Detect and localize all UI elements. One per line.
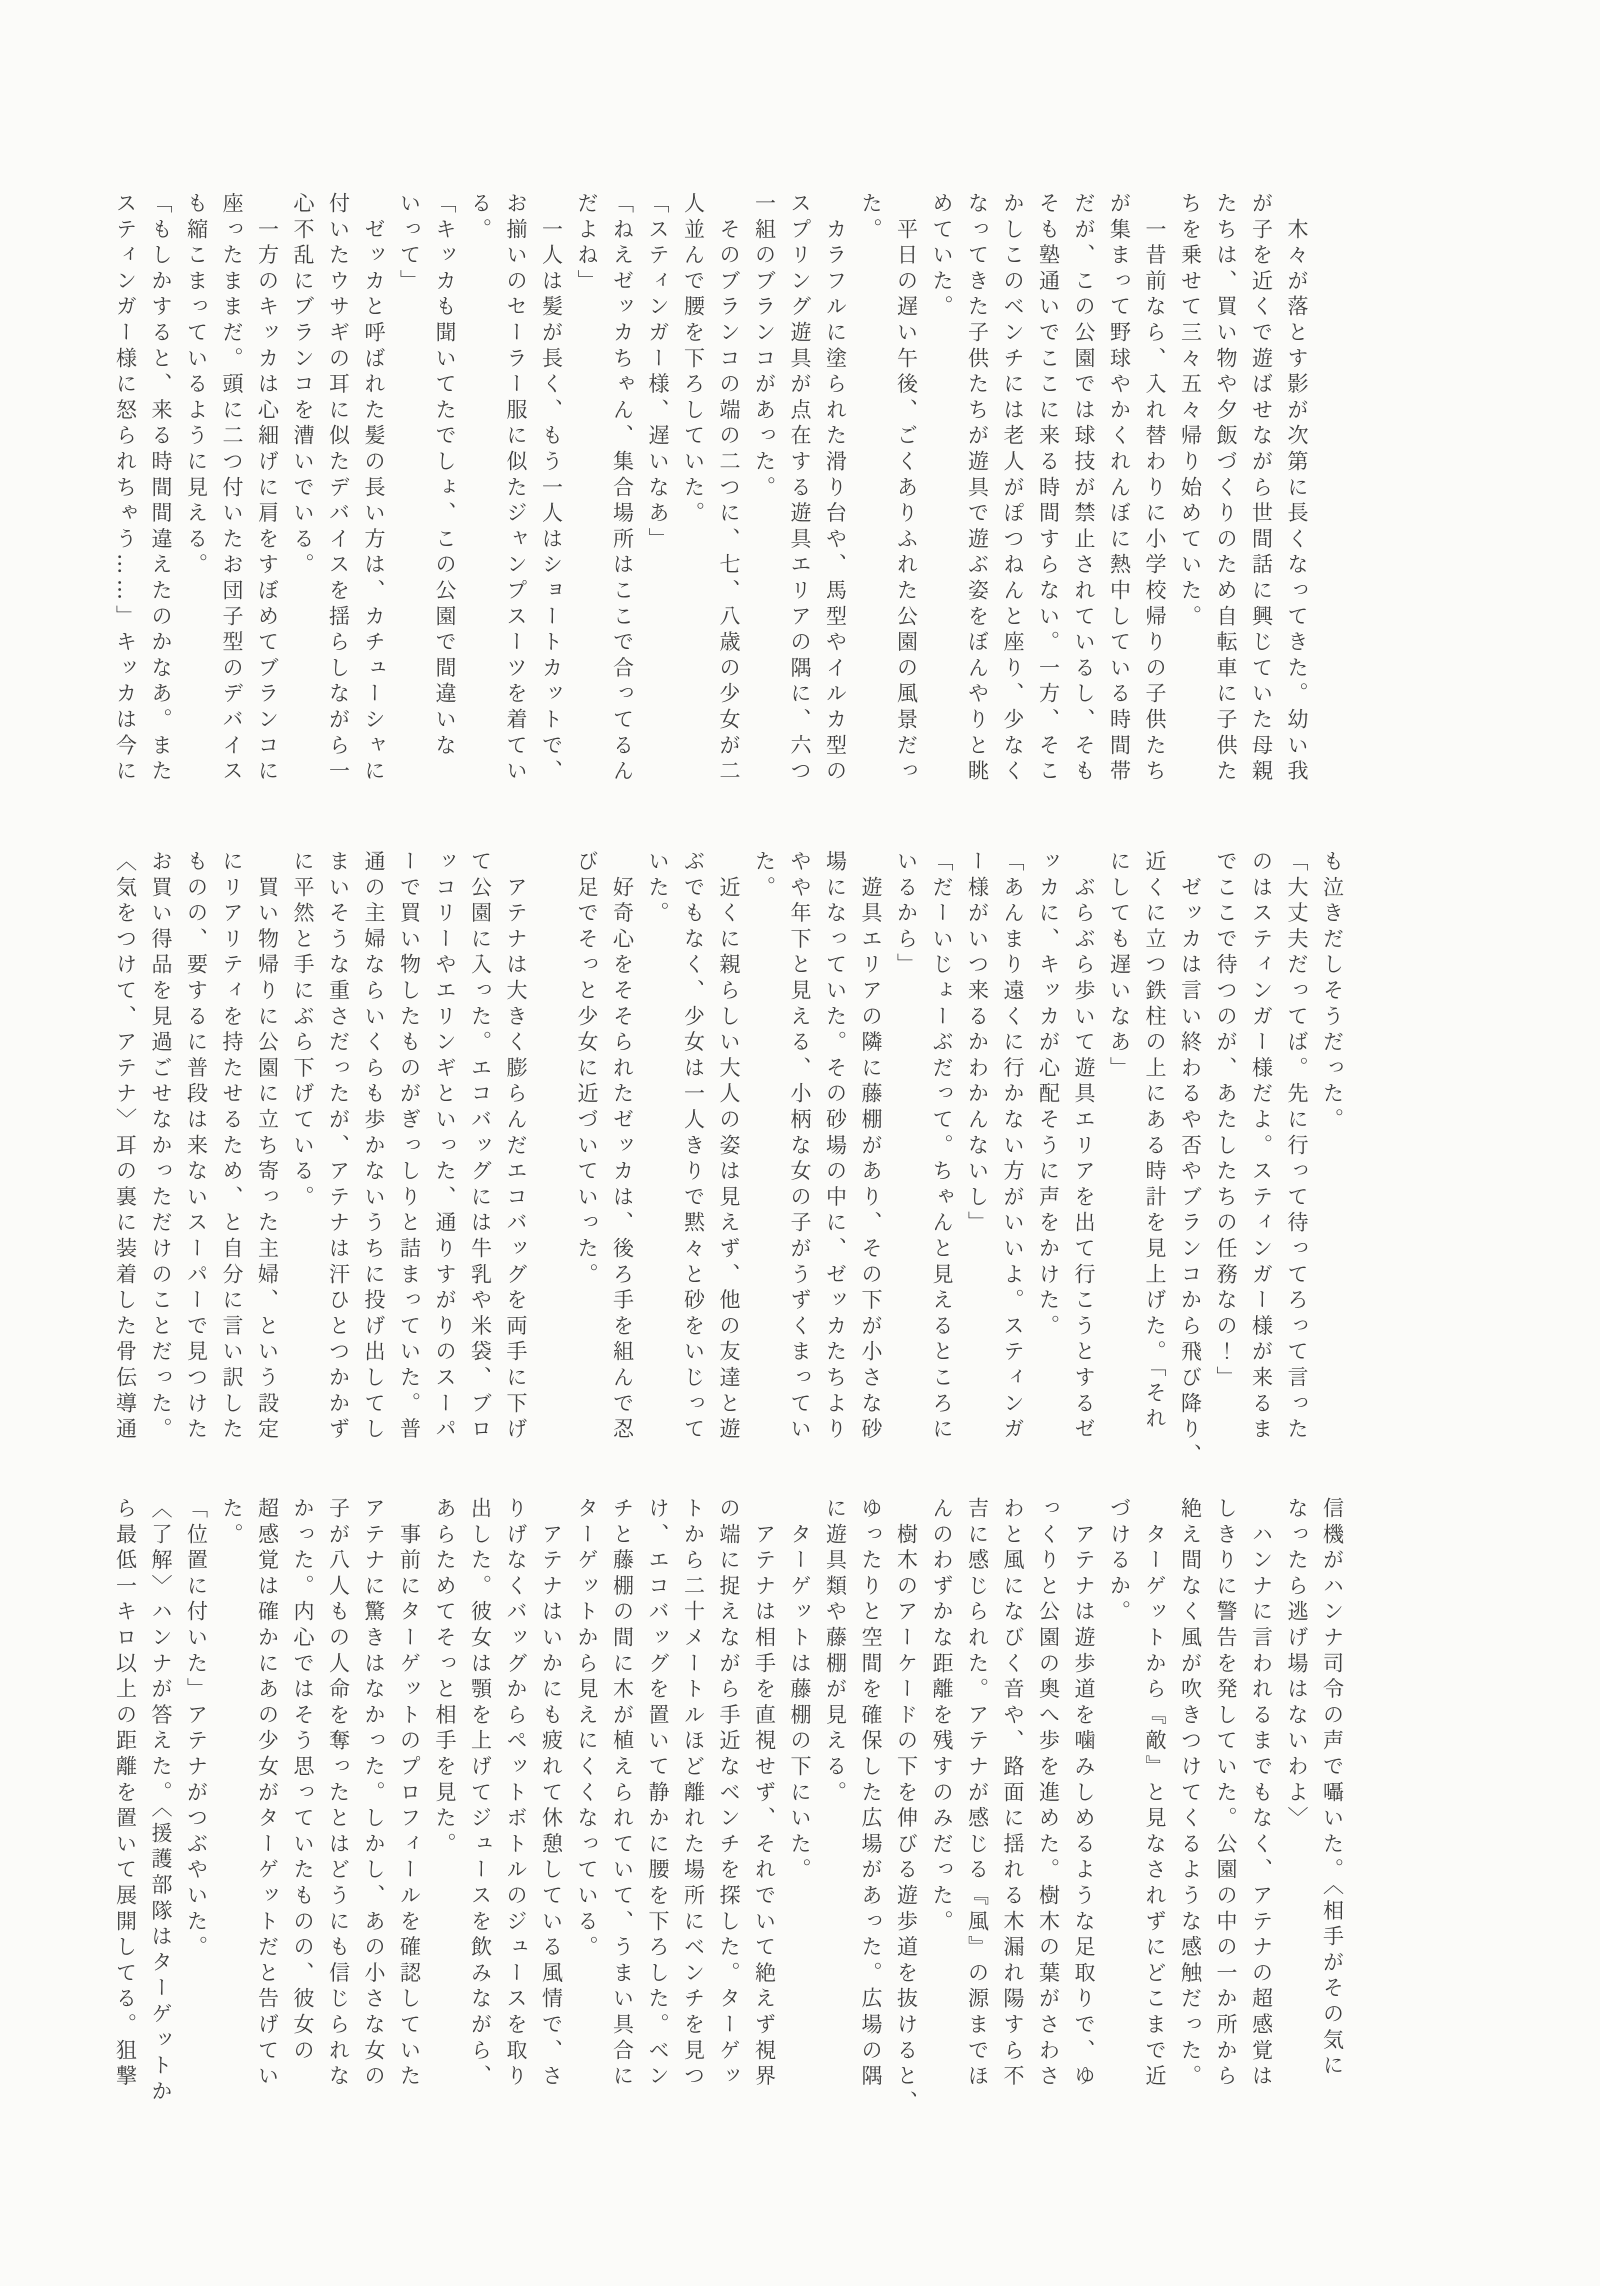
- text-column: お揃いのセーラー服に似たジャンプスーツを着てい: [504, 192, 528, 786]
- text-column: ぶらぶら歩いて遊具エリアを出て行こうとするゼ: [1072, 850, 1096, 1444]
- text-column: わと風になびく音や、路面に揺れる木漏れ陽すら不: [1001, 1497, 1025, 2091]
- text-column: 絶え間なく風が吹きつけてくるような感触だった。: [1178, 1497, 1203, 2091]
- text-column: 一昔前なら、入れ替わりに小学校帰りの子供たち: [1143, 192, 1167, 786]
- text-column: だよね」: [575, 192, 599, 296]
- text-column: が子を近くで遊ばせながら世間話に興じていた母親: [1249, 192, 1274, 786]
- text-column: 近くに親らしい大人の姿は見えず、他の友達と遊: [717, 850, 741, 1444]
- text-column: かった。内心ではそう思っていたものの、彼女の: [291, 1497, 315, 2065]
- text-column: 場になっていた。その砂場の中に、ゼッカたちより: [823, 850, 848, 1444]
- text-column: に平然と手にぶら下げている。: [291, 850, 315, 1212]
- text-column: 信機がハンナ司令の声で囁いた。〈相手がその気に: [1320, 1497, 1345, 2080]
- text-column: りげなくバッグからペットボトルのジュースを取り: [504, 1497, 528, 2091]
- text-column: 遊具エリアの隣に藤棚があり、その下が小さな砂: [859, 850, 883, 1444]
- text-column: ものの、要するに普段は来ないスーパーで見つけた: [184, 850, 209, 1444]
- text-column: 「大丈夫だってば。先に行って待ってろって言った: [1285, 850, 1309, 1444]
- blank-column: [533, 850, 569, 1444]
- text-column: ーで買い物したものがぎっしりと詰まっていた。普: [397, 850, 422, 1444]
- text-column: っくりと公園の奥へ歩を進めた。樹木の葉がさわさ: [1036, 1497, 1061, 2091]
- text-column: 一組のブランコがあった。: [752, 192, 777, 502]
- text-column: て公園に入った。エコバッグには牛乳や米袋、ブロ: [468, 850, 493, 1444]
- text-column: た。: [220, 1497, 244, 1549]
- text-column: スティンガー様に怒られちゃう……」キッカは今に: [113, 192, 138, 786]
- text-column: まいそうな重さだったが、アテナは汗ひとつかかず: [326, 850, 351, 1444]
- text-column: 吉に感じられた。アテナが感じる『風』の源までほ: [965, 1497, 990, 2091]
- text-column: スプリング遊具が点在する遊具エリアの隅に、六つ: [788, 192, 812, 786]
- text-column: の端に捉えながら手近なベンチを探した。ターゲッ: [717, 1497, 741, 2091]
- text-column: 〈了解〉ハンナが答えた。〈援護部隊はターゲットか: [149, 1497, 173, 2106]
- text-column: 買い物帰りに公園に立ち寄った主婦、という設定: [255, 850, 280, 1444]
- text-column: ゆったりと空間を確保した広場があった。広場の隅: [859, 1497, 883, 2091]
- text-column: 「あんまり遠くに行かない方がいいよ。スティンガ: [1001, 850, 1025, 1444]
- text-column: カラフルに塗られた滑り台や、馬型やイルカ型の: [823, 192, 848, 786]
- text-column: た。: [859, 192, 883, 244]
- text-column: 〈気をつけて、アテナ〉耳の裏に装着した骨伝導通: [113, 850, 138, 1444]
- text-column: いた。: [646, 850, 670, 928]
- text-column: トから二十メートルほど離れた場所にベンチを見つ: [681, 1497, 706, 2091]
- text-column: なったら逃げ場はないわよ〉: [1285, 1497, 1309, 1833]
- text-column: ターゲットは藤棚の下にいた。: [788, 1497, 812, 1884]
- text-column: やや年下と見える、小柄な女の子がうずくまってい: [788, 850, 812, 1444]
- text-column: だが、この公園では球技が禁止されているし、そも: [1072, 192, 1096, 786]
- text-column: 座ったままだ。頭に二つ付いたお団子型のデバイス: [220, 192, 244, 786]
- text-area: [107, 192, 1407, 2117]
- text-column: た。: [752, 850, 777, 902]
- text-column: でここで待つのが、あたしたちの任務なの！」: [1214, 850, 1238, 1392]
- text-column: ぶでもなく、少女は一人きりで黙々と砂をいじって: [681, 850, 706, 1444]
- text-column: 子が八人もの人命を奪ったとはどうにも信じられな: [326, 1497, 351, 2091]
- text-column: 平日の遅い午後、ごくありふれた公園の風景だっ: [894, 192, 919, 786]
- text-column: そのブランコの端の二つに、七、八歳の少女が二: [717, 192, 741, 786]
- text-column: 人並んで腰を下ろしていた。: [681, 192, 706, 528]
- text-column: も縮こまっているように見える。: [184, 192, 209, 579]
- text-column: 付いたウサギの耳に似たデバイスを揺らしながら一: [326, 192, 351, 786]
- text-column: 「位置に付いた」アテナがつぶやいた。: [184, 1497, 209, 1962]
- text-column: 好奇心をそそられたゼッカは、後ろ手を組んで忍: [610, 850, 635, 1444]
- text-column: 事前にターゲットのプロフィールを確認していた: [397, 1497, 422, 2091]
- text-column: 心不乱にブランコを漕いでいる。: [291, 192, 315, 579]
- text-block-1: [107, 192, 1314, 786]
- text-column: ちを乗せて三々五々帰り始めていた。: [1178, 192, 1203, 631]
- text-column: ッカに、キッカが心配そうに声をかけた。: [1036, 850, 1061, 1341]
- text-column: が集まって野球やかくれんぼに熱中している時間帯: [1107, 192, 1132, 786]
- text-column: 「キッカも聞いてたでしょ、この公園で間違いな: [433, 192, 457, 760]
- text-column: る。: [468, 192, 493, 244]
- text-column: 樹木のアーケードの下を伸びる遊歩道を抜けると、: [894, 1497, 919, 2117]
- text-column: アテナは遊歩道を噛みしめるような足取りで、ゆ: [1072, 1497, 1096, 2091]
- text-column: アテナに驚きはなかった。しかし、あの小さな女の: [362, 1497, 386, 2091]
- text-column: 通の主婦ならいくらも歩かないうちに投げ出してし: [362, 850, 386, 1444]
- text-column: めていた。: [930, 192, 954, 321]
- text-column: ゼッカは言い終わるや否やブランコから飛び降り、: [1178, 850, 1203, 1470]
- text-column: 近くに立つ鉄柱の上にある時計を見上げた。「それ: [1143, 850, 1167, 1433]
- text-column: 「スティンガー様、遅いなあ」: [646, 192, 670, 554]
- text-column: づけるか。: [1107, 1497, 1132, 1626]
- text-column: んのわずかな距離を残すのみだった。: [930, 1497, 954, 1936]
- text-column: しきりに警告を発していた。公園の中の一か所から: [1214, 1497, 1238, 2091]
- text-block-3: [107, 1497, 1350, 2117]
- text-column: にしても遅いなあ」: [1107, 850, 1132, 1083]
- text-column: なってきた子供たちが遊具で遊ぶ姿をぼんやりと眺: [965, 192, 990, 786]
- text-column: に遊具類や藤棚が見える。: [823, 1497, 848, 1807]
- text-column: も泣きだしそうだった。: [1320, 850, 1345, 1134]
- text-column: アテナは相手を直視せず、それでいて絶えず視界: [752, 1497, 777, 2091]
- text-column: いって」: [397, 192, 422, 296]
- text-column: ー様がいつ来るかわかんないし」: [965, 850, 990, 1237]
- text-block-2: [107, 850, 1350, 1470]
- text-column: 「ねえゼッカちゃん、集合場所はここで合ってるん: [610, 192, 635, 786]
- text-column: にリアリティを持たせるため、と自分に言い訳した: [220, 850, 244, 1444]
- text-column: アテナは大きく膨らんだエコバッグを両手に下げ: [504, 850, 528, 1444]
- text-column: け、エコバッグを置いて静かに腰を下ろした。ベン: [646, 1497, 670, 2091]
- text-column: ハンナに言われるまでもなく、アテナの超感覚は: [1249, 1497, 1274, 2091]
- text-column: ゼッカと呼ばれた髪の長い方は、カチューシャに: [362, 192, 386, 786]
- text-column: 「もしかすると、来る時間間違えたのかなあ。また: [149, 192, 173, 786]
- text-column: ら最低一キロ以上の距離を置いて展開してる。狙撃: [113, 1497, 138, 2091]
- text-column: 一方のキッカは心細げに肩をすぼめてブランコに: [255, 192, 280, 786]
- text-column: 超感覚は確かにあの少女がターゲットだと告げてい: [255, 1497, 280, 2091]
- text-column: ターゲットから見えにくくなっている。: [575, 1497, 599, 1962]
- text-column: かしこのベンチには老人がぽつねんと座り、少なく: [1001, 192, 1025, 786]
- text-column: たちは、買い物や夕飯づくりのため自転車に子供た: [1214, 192, 1238, 786]
- text-column: チと藤棚の間に木が植えられていて、うまい具合に: [610, 1497, 635, 2091]
- text-column: 木々が落とす影が次第に長くなってきた。幼い我: [1285, 192, 1309, 786]
- text-column: び足でそっと少女に近づいていった。: [575, 850, 599, 1289]
- text-column: 一人は髪が長く、もう一人はショートカットで、: [539, 192, 564, 786]
- text-column: 出した。彼女は顎を上げてジュースを飲みながら、: [468, 1497, 493, 2091]
- text-column: のはスティンガー様だよ。スティンガー様が来るま: [1249, 850, 1274, 1444]
- text-column: お買い得品を見過ごせなかっただけのことだった。: [149, 850, 173, 1444]
- text-column: 「だーいじょーぶだって。ちゃんと見えるところに: [930, 850, 954, 1444]
- text-column: アテナはいかにも疲れて休憩している風情で、さ: [539, 1497, 564, 2091]
- text-column: いるから」: [894, 850, 919, 979]
- text-column: ターゲットから『敵』と見なされずにどこまで近: [1143, 1497, 1167, 2091]
- text-column: ッコリーやエリンギといった、通りすがりのスーパ: [433, 850, 457, 1444]
- text-column: あらためてそっと相手を見た。: [433, 1497, 457, 1859]
- text-column: そも塾通いでここに来る時間すらない。一方、そこ: [1036, 192, 1061, 786]
